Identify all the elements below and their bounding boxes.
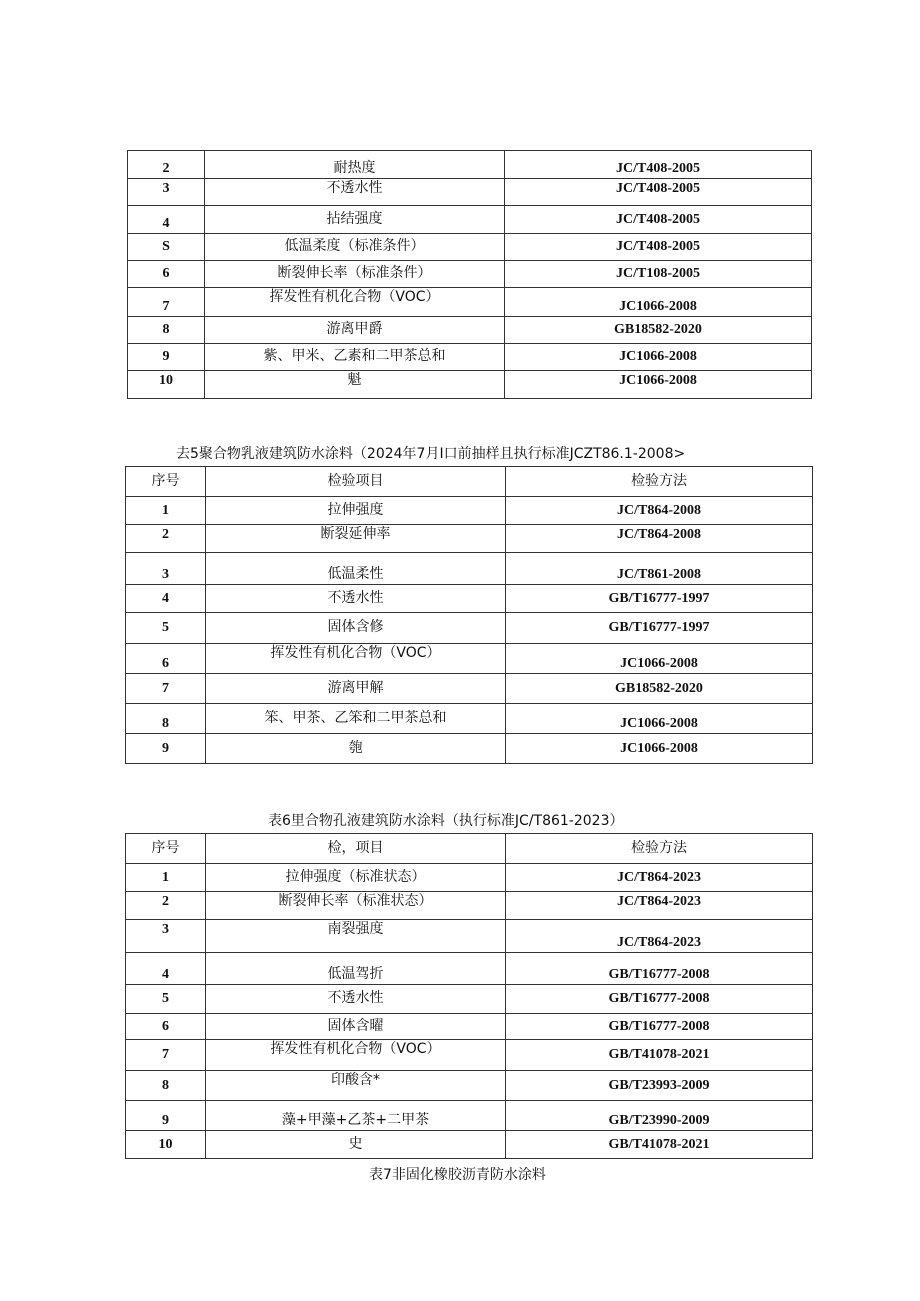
table-row	[126, 1131, 813, 1159]
row-number: 6	[126, 644, 206, 674]
table-row	[126, 1101, 813, 1131]
row-item: 不透水性	[206, 585, 506, 613]
table-row	[126, 613, 813, 644]
table-header-row	[126, 467, 813, 497]
row-number: 2	[126, 525, 206, 553]
row-method: GB/T16777-2008	[506, 953, 813, 985]
row-number: 4	[126, 953, 206, 985]
table-row	[128, 288, 812, 317]
table-row	[128, 344, 812, 371]
table-header-row	[126, 834, 813, 864]
row-method: JC1066-2008	[506, 704, 813, 734]
table-row	[128, 179, 812, 206]
header-no: 序号	[126, 467, 206, 497]
row-number: 2	[126, 892, 206, 920]
row-number: 3	[126, 920, 206, 953]
row-method: JC1066-2008	[506, 644, 813, 674]
header-item: 检验项目	[206, 467, 506, 497]
row-method: GB18582-2020	[505, 317, 812, 344]
row-method: JC/T864-2008	[506, 525, 813, 553]
row-method: JC/T864-2023	[506, 920, 813, 953]
row-method: GB/T41078-2021	[506, 1040, 813, 1071]
table-row	[126, 920, 813, 953]
row-item: 游离甲爵	[205, 317, 505, 344]
row-item: 匏	[206, 734, 506, 764]
row-number: 1	[126, 864, 206, 892]
header-item: 检，项目	[206, 834, 506, 864]
table-7-caption: 表7非固化橡胶沥青防水涂料	[369, 1167, 546, 1183]
row-item: 断裂伸长率（标准状态）	[206, 892, 506, 920]
row-number: 5	[126, 985, 206, 1014]
row-number: 8	[126, 1071, 206, 1101]
row-item: 低温柔性	[206, 553, 506, 585]
row-method: JC/T408-2005	[505, 179, 812, 206]
row-method: JC1066-2008	[506, 734, 813, 764]
table-5	[125, 466, 813, 764]
table-row	[126, 1014, 813, 1040]
row-item: 不透水性	[205, 179, 505, 206]
row-method: JC1066-2008	[505, 288, 812, 317]
row-number: 7	[126, 674, 206, 704]
row-item: 断裂伸长率（标准条件）	[205, 261, 505, 288]
table-row	[126, 644, 813, 674]
row-number: 9	[128, 344, 205, 371]
row-number: 8	[126, 704, 206, 734]
row-item: 断裂延伸率	[206, 525, 506, 553]
row-item: 固体含曜	[206, 1014, 506, 1040]
table-row	[128, 371, 812, 399]
row-method: JC/T864-2023	[506, 864, 813, 892]
header-method: 检验方法	[506, 467, 813, 497]
table-row	[126, 585, 813, 613]
row-number: 6	[128, 261, 205, 288]
row-item: 挥发性有机化合物（VOC）	[205, 288, 505, 317]
table-row	[128, 261, 812, 288]
row-method: GB18582-2020	[506, 674, 813, 704]
row-item: 挥发性有机化合物（VOC）	[206, 644, 506, 674]
row-method: JC/T864-2008	[506, 497, 813, 525]
table-row	[128, 317, 812, 344]
table-row	[126, 734, 813, 764]
table-row	[128, 151, 812, 179]
row-number: 7	[128, 288, 205, 317]
row-method: GB/T41078-2021	[506, 1131, 813, 1159]
table-row	[126, 525, 813, 553]
row-number: 8	[128, 317, 205, 344]
row-item: 南裂强度	[206, 920, 506, 953]
row-method: GB/T16777-1997	[506, 585, 813, 613]
row-method: JC/T408-2005	[505, 234, 812, 261]
table-6-caption: 表6里合物孔液建筑防水涂料（执行标准JC/T861-2023）	[268, 813, 624, 829]
row-method: JC/T864-2023	[506, 892, 813, 920]
row-number: 6	[126, 1014, 206, 1040]
table-4	[127, 150, 812, 399]
row-item: 魁	[205, 371, 505, 399]
row-method: GB/T23993-2009	[506, 1071, 813, 1101]
row-method: GB/T23990-2009	[506, 1101, 813, 1131]
table-row	[126, 1071, 813, 1101]
row-number: 3	[126, 553, 206, 585]
row-item: 拉伸强度（标准状态）	[206, 864, 506, 892]
row-item: 固体含修	[206, 613, 506, 644]
row-item: 拉伸强度	[206, 497, 506, 525]
row-item: 低温驾折	[206, 953, 506, 985]
row-number: 9	[126, 734, 206, 764]
table-row	[126, 553, 813, 585]
row-item: 笨、甲茶、乙笨和二甲茶总和	[206, 704, 506, 734]
table-row	[126, 1040, 813, 1071]
row-method: JC/T408-2005	[505, 206, 812, 234]
row-number: 2	[128, 151, 205, 179]
table-6	[125, 833, 813, 1159]
table-5-caption: 去5聚合物乳液建筑防水涂料（2024年7月I口前抽样且执行标准JCZT86.1-2008>	[176, 446, 686, 462]
row-number: 5	[126, 613, 206, 644]
row-item: 藻+甲藻+乙茶+二甲茶	[206, 1101, 506, 1131]
row-method: GB/T16777-2008	[506, 1014, 813, 1040]
row-item: 耐热度	[205, 151, 505, 179]
row-item: 紫、甲米、乙素和二甲茶总和	[205, 344, 505, 371]
row-number: 7	[126, 1040, 206, 1071]
header-method: 检验方法	[506, 834, 813, 864]
row-number: 4	[126, 585, 206, 613]
row-method: GB/T16777-1997	[506, 613, 813, 644]
table-row	[126, 953, 813, 985]
table-row	[126, 864, 813, 892]
row-method: JC/T108-2005	[505, 261, 812, 288]
row-number: 4	[128, 206, 205, 234]
table-row	[126, 892, 813, 920]
row-item: 不透水性	[206, 985, 506, 1014]
table-row	[128, 234, 812, 261]
table-row	[126, 497, 813, 525]
row-method: GB/T16777-2008	[506, 985, 813, 1014]
row-number: 3	[128, 179, 205, 206]
row-method: JC1066-2008	[505, 344, 812, 371]
row-item: 史	[206, 1131, 506, 1159]
row-item: 印酸含*	[206, 1071, 506, 1101]
header-no: 序号	[126, 834, 206, 864]
row-number: S	[128, 234, 205, 261]
row-item: 游离甲解	[206, 674, 506, 704]
table-row	[126, 704, 813, 734]
row-item: 拈结强度	[205, 206, 505, 234]
row-method: JC/T408-2005	[505, 151, 812, 179]
table-row	[128, 206, 812, 234]
row-number: 10	[126, 1131, 206, 1159]
row-number: 1	[126, 497, 206, 525]
row-item: 低温柔度（标准条件）	[205, 234, 505, 261]
row-number: 9	[126, 1101, 206, 1131]
row-method: JC/T861-2008	[506, 553, 813, 585]
table-row	[126, 985, 813, 1014]
row-number: 10	[128, 371, 205, 399]
table-row	[126, 674, 813, 704]
row-method: JC1066-2008	[505, 371, 812, 399]
row-item: 挥发性有机化合物（VOC）	[206, 1040, 506, 1071]
